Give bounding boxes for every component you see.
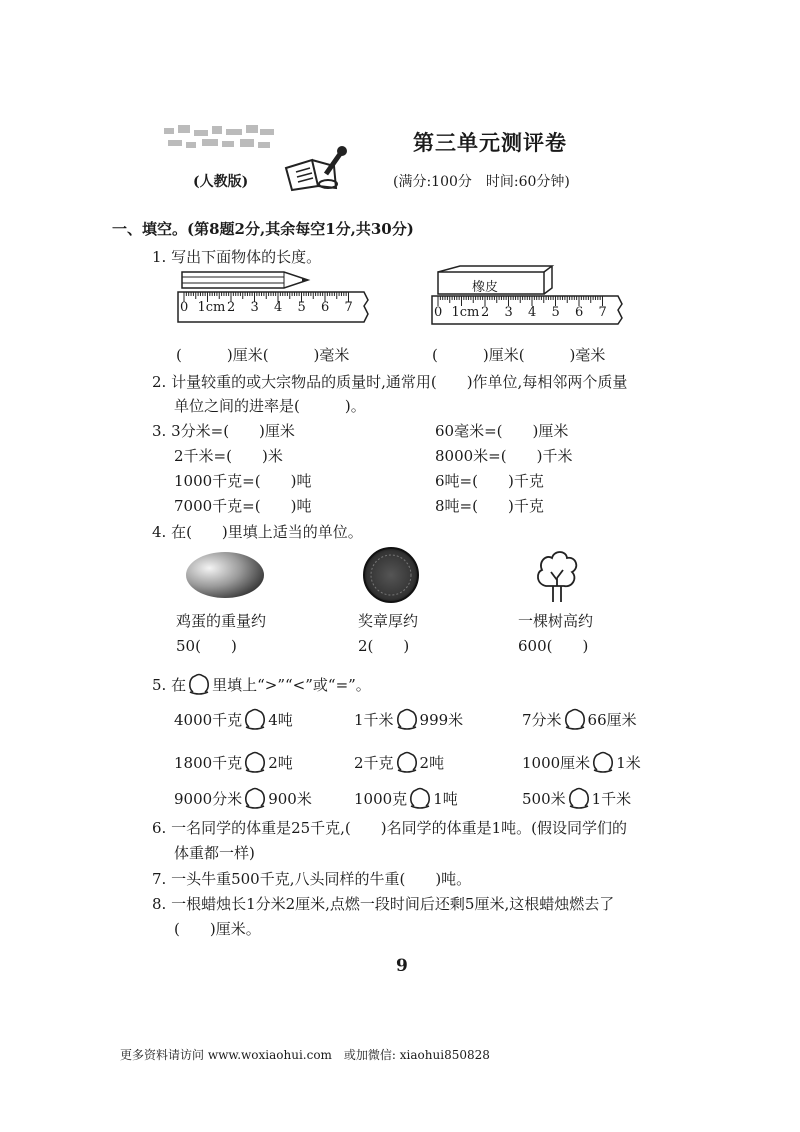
ruler-label: 0 <box>180 300 189 315</box>
score-time-label: (满分:100分 时间:60分钟) <box>393 174 570 190</box>
compare-item <box>174 786 312 810</box>
medal-picture <box>362 546 420 604</box>
section-heading: 一、填空。(第8题2分,其余每空1分,共30分) <box>112 220 414 238</box>
q7-line1: 7. 一头牛重500千克,八头同样的牛重( )吨。 <box>152 870 472 888</box>
compare-circle-icon[interactable] <box>243 750 267 774</box>
compare-item <box>354 786 458 810</box>
tree-icon <box>534 548 580 604</box>
compare-item <box>354 750 444 774</box>
compare-left: 1000克 <box>354 790 408 808</box>
q4-label-medal: 奖章厚约 <box>358 612 419 630</box>
compare-right: 1千米 <box>591 790 632 808</box>
q4-label-tree: 一棵树高约 <box>518 612 594 630</box>
q1-text: 1. 写出下面物体的长度。 <box>152 248 322 266</box>
q3-item: 8000米=( )千米 <box>435 447 573 465</box>
compare-right: 1吨 <box>433 790 458 808</box>
compare-left: 9000分米 <box>174 790 243 808</box>
compare-circle-icon[interactable] <box>408 786 432 810</box>
ruler-label: 4 <box>528 305 537 320</box>
ruler-labels-left <box>176 300 372 318</box>
q3-item: 1000千克=( )吨 <box>174 472 312 490</box>
logo-blob <box>160 122 280 156</box>
compare-right: 2吨 <box>268 754 293 772</box>
edition-label: (人教版) <box>193 174 249 190</box>
q5-text-before: 5. 在 <box>152 676 187 694</box>
q5-text-after: 里填上“>”“<”或“=”。 <box>212 676 371 694</box>
q3-item: 2千米=( )米 <box>174 447 283 465</box>
q3-item: 60毫米=( )厘米 <box>435 422 569 440</box>
ruler-label: 6 <box>575 305 584 320</box>
compare-circle-icon[interactable] <box>243 707 267 731</box>
q4-text: 4. 在( )里填上适当的单位。 <box>152 523 363 541</box>
q3-item: 8吨=( )千克 <box>435 497 544 515</box>
compare-left: 7分米 <box>522 711 562 729</box>
page-title: 第三单元测评卷 <box>413 130 567 155</box>
compare-left: 2千克 <box>354 754 394 772</box>
q4-answer-tree: 600( ) <box>518 637 589 655</box>
ruler-label: 5 <box>551 305 560 320</box>
ruler-label: 3 <box>250 300 259 315</box>
compare-circle-icon[interactable] <box>567 786 591 810</box>
compare-left: 1000厘米 <box>522 754 591 772</box>
q2-line1: 2. 计量较重的或大宗物品的质量时,通常用( )作单位,每相邻两个质量 <box>152 373 628 391</box>
compare-left: 500米 <box>522 790 566 808</box>
compare-right: 4吨 <box>268 711 293 729</box>
compare-right: 999米 <box>419 711 464 729</box>
compare-left: 4000千克 <box>174 711 243 729</box>
q4-answer-egg: 50( ) <box>176 637 237 655</box>
compare-circle-icon[interactable] <box>243 786 267 810</box>
q4-label-egg: 鸡蛋的重量约 <box>176 612 267 630</box>
compare-circle-icon[interactable] <box>395 707 419 731</box>
footer-note: 更多资料请访问 www.woxiaohui.com 或加微信: xiaohui850828 <box>120 1048 490 1062</box>
ruler-label: 5 <box>297 300 306 315</box>
q8-line1: 8. 一根蜡烛长1分米2厘米,点燃一段时间后还剩5厘米,这根蜡烛燃去了 <box>152 895 615 913</box>
ruler-label: 2 <box>227 300 236 315</box>
compare-item <box>174 707 293 731</box>
q2-line2: 单位之间的进率是( )。 <box>174 397 366 415</box>
ruler-label: 1cm <box>451 305 480 320</box>
egg-picture <box>184 550 266 600</box>
compare-circle-icon[interactable] <box>563 707 587 731</box>
compare-circle-icon[interactable] <box>591 750 615 774</box>
ruler-labels-right <box>430 305 626 323</box>
compare-right: 66厘米 <box>587 711 637 729</box>
compare-circle-icon[interactable] <box>395 750 419 774</box>
compare-item <box>174 750 293 774</box>
ruler-label: 2 <box>481 305 490 320</box>
ruler-label: 6 <box>321 300 330 315</box>
book-microscope-icon <box>282 140 354 192</box>
compare-right: 1米 <box>616 754 641 772</box>
compare-right: 900米 <box>268 790 312 808</box>
q6-line1: 6. 一名同学的体重是25千克,( )名同学的体重是1吨。(假设同学们的 <box>152 819 628 837</box>
ruler-label: 4 <box>274 300 283 315</box>
page-number: 9 <box>396 956 408 976</box>
q1-answer-right: ( )厘米( )毫米 <box>432 346 606 364</box>
q8-line2: ( )厘米。 <box>174 920 261 938</box>
q4-answer-medal: 2( ) <box>358 637 410 655</box>
eraser-label: 橡皮 <box>472 280 499 295</box>
q3-item: 6吨=( )千克 <box>435 472 544 490</box>
compare-right: 2吨 <box>419 754 445 772</box>
q5-text <box>152 672 371 696</box>
ruler-label: 1cm <box>197 300 226 315</box>
compare-item <box>522 750 641 774</box>
ruler-label: 7 <box>598 305 607 320</box>
ruler-label: 3 <box>504 305 513 320</box>
ruler-label: 7 <box>344 300 353 315</box>
compare-item <box>354 707 463 731</box>
ruler-label: 0 <box>434 305 443 320</box>
compare-item <box>522 786 631 810</box>
q3-item: 3. 3分米=( )厘米 <box>152 422 295 440</box>
q3-item: 7000千克=( )吨 <box>174 497 312 515</box>
compare-left: 1千米 <box>354 711 394 729</box>
q6-line2: 体重都一样) <box>174 844 255 862</box>
compare-circle-icon <box>187 672 211 696</box>
compare-left: 1800千克 <box>174 754 243 772</box>
compare-item <box>522 707 637 731</box>
q1-answer-left: ( )厘米( )毫米 <box>176 346 350 364</box>
